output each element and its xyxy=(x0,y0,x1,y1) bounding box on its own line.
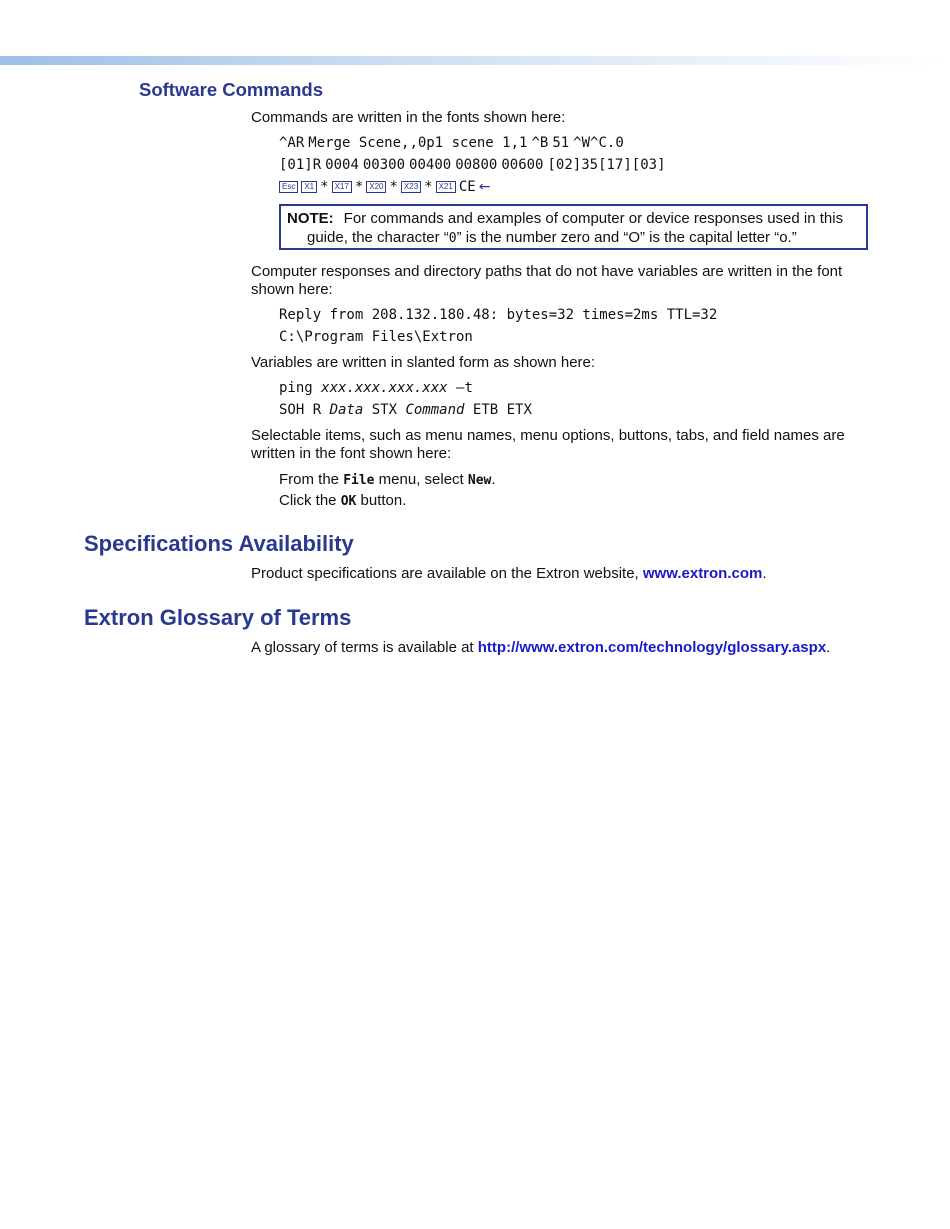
key-x1: X1 xyxy=(301,181,317,193)
variable-example-1: ping xxx.xxx.xxx.xxx —t xyxy=(279,380,473,396)
response-example-2: C:\Program Files\Extron xyxy=(279,329,473,345)
commands-intro: Commands are written in the fonts shown here: xyxy=(251,109,566,126)
specifications-text: Product specifications are available on the Extron website, www.extron.com. xyxy=(251,565,767,582)
key-x21: X21 xyxy=(436,181,456,193)
star: * xyxy=(354,179,364,195)
specifications-heading: Specifications Availability xyxy=(84,531,354,556)
extron-website-link[interactable]: www.extron.com xyxy=(642,565,763,582)
software-commands-heading: Software Commands xyxy=(139,79,324,100)
star: * xyxy=(320,179,329,195)
key-esc: Esc xyxy=(279,181,298,193)
glossary-heading: Extron Glossary of Terms xyxy=(84,605,352,630)
enter-arrow-icon: ← xyxy=(478,179,491,195)
note-label: NOTE: xyxy=(287,210,334,227)
command-example-keys xyxy=(279,178,490,196)
variables-text: Variables are written in slanted form as shown here: xyxy=(251,354,596,371)
command-example-2: [01]R 0004 00300 00400 00800 00600 [02]35[17][03] xyxy=(279,157,666,173)
command-example-1: ^AR Merge Scene,,0p1 scene 1,1 ^B 51 ^W^C.0 xyxy=(279,135,624,151)
response-example-1: Reply from 208.132.180.48: bytes=32 times=2ms TTL=32 xyxy=(279,307,718,323)
key-x23: X23 xyxy=(401,181,421,193)
ce-text: CE xyxy=(458,179,476,195)
header-gradient-bar xyxy=(0,56,950,65)
glossary-link[interactable]: http://www.extron.com/technology/glossary.aspx xyxy=(477,639,827,656)
glossary-text: A glossary of terms is available at http://www.extron.com/technology/glossary.aspx. xyxy=(251,639,831,656)
variable-example-2: SOH R Data STX Command ETB ETX xyxy=(279,402,532,418)
star: * xyxy=(424,179,433,195)
key-x17: X17 xyxy=(332,181,352,193)
key-x20: X20 xyxy=(366,181,386,193)
note-box: NOTE: For commands and examples of computer or device responses used in this guide, the character “0” is the number zero and “O” is the capital letter “o.” xyxy=(279,204,868,250)
responses-text: Computer responses and directory paths that do not have variables are written in the font shown here: xyxy=(251,263,843,298)
selectable-text: Selectable items, such as menu names, menu options, buttons, tabs, and field names are written in the font shown here: xyxy=(251,427,845,462)
selectable-example-1: From the File menu, select New. xyxy=(279,471,496,488)
selectable-example-2: Click the OK button. xyxy=(279,492,407,509)
star: * xyxy=(389,179,398,195)
